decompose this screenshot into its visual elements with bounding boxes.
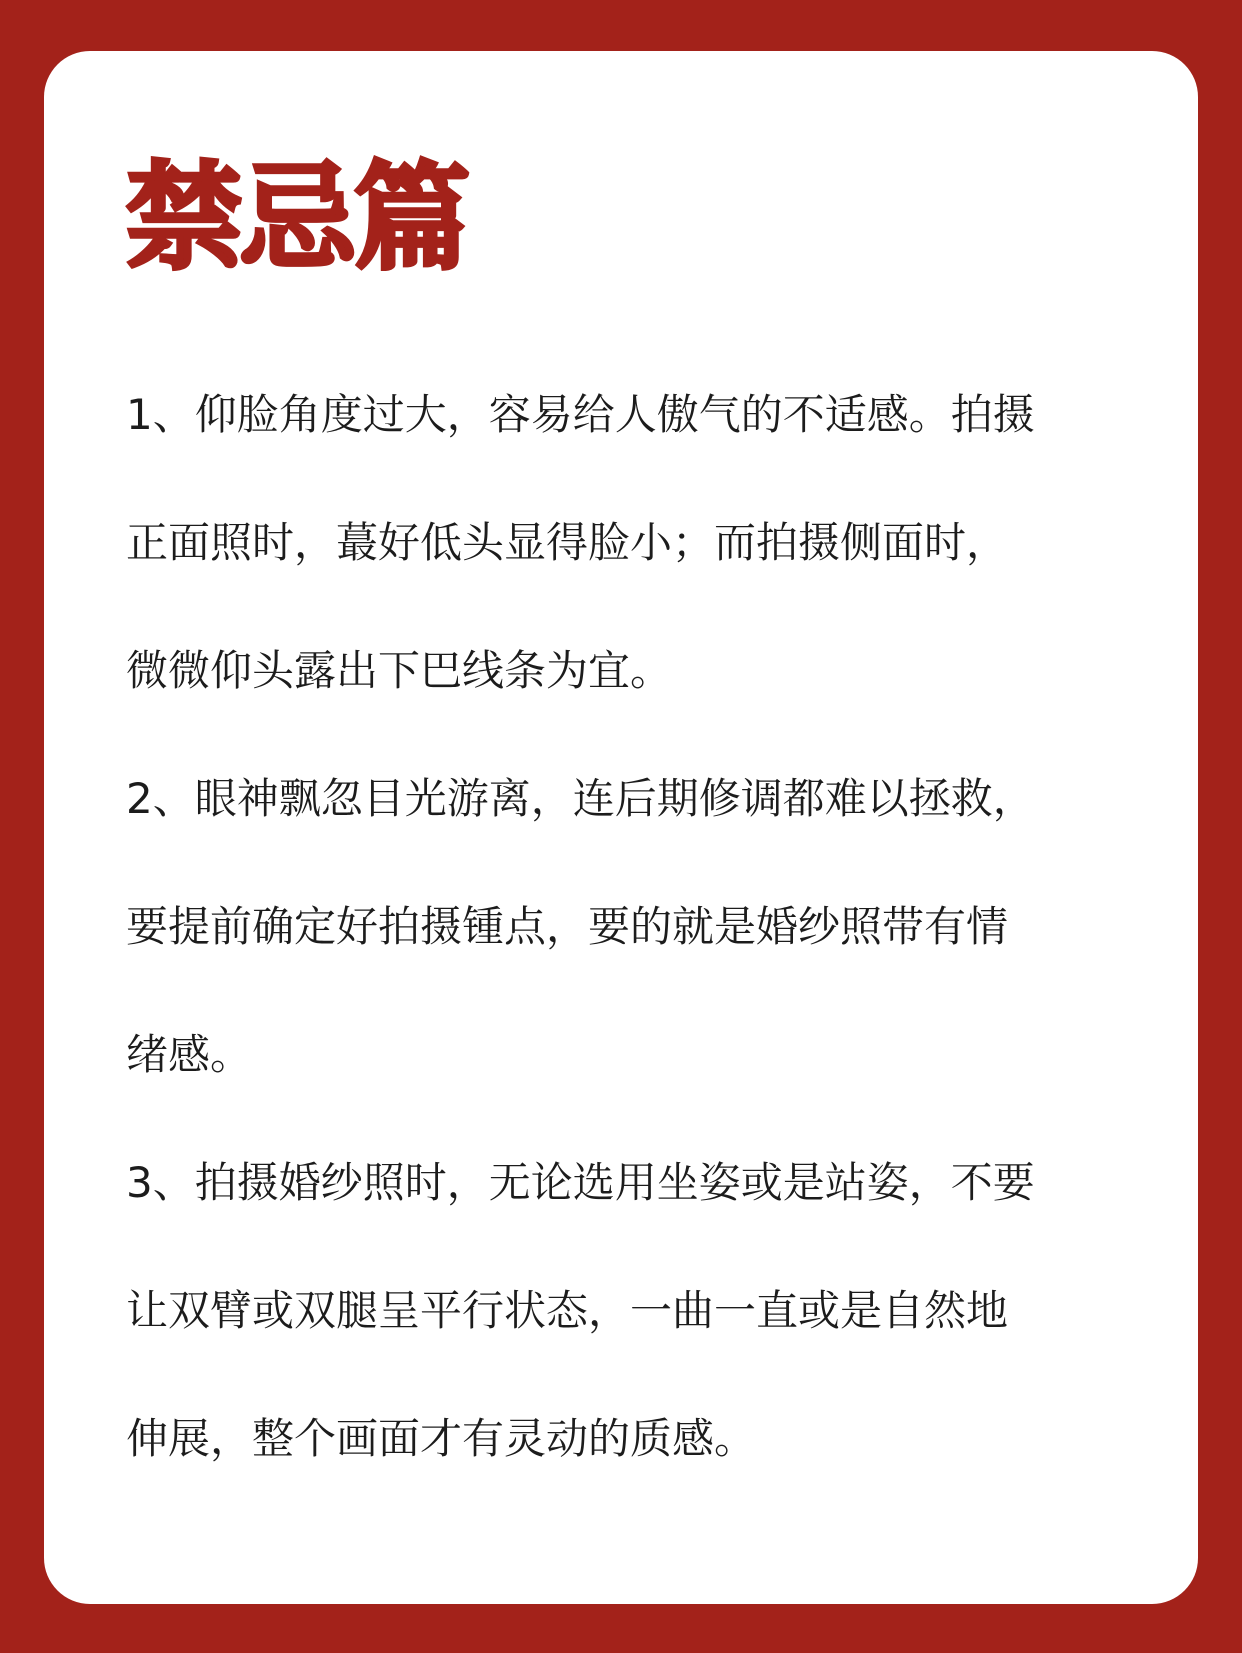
tip-2-line-2: 要提前确定好拍摄锺点，要的就是婚纱照带有情 bbox=[126, 902, 1009, 951]
page-title: 禁忌篇 bbox=[126, 151, 468, 286]
tip-1-line-2: 正面照时，蕞好低头显得脸小；而拍摄侧面时， bbox=[126, 518, 1009, 567]
tips-list bbox=[126, 351, 1108, 1503]
tip-1-line-3: 微微仰头露出下巴线条为宜。 bbox=[126, 646, 673, 695]
tip-3-line-1: 3、拍摄婚纱照时，无论选用坐姿或是站姿，不要 bbox=[126, 1158, 1035, 1207]
content-card bbox=[44, 51, 1198, 1604]
tip-paragraph-3 bbox=[126, 1119, 1108, 1503]
tip-2-line-1: 2、眼神飘忽目光游离，连后期修调都难以拯救， bbox=[126, 774, 1035, 823]
tip-2-line-3: 绪感。 bbox=[126, 1030, 253, 1079]
tip-paragraph-2 bbox=[126, 735, 1108, 1119]
tip-paragraph-1 bbox=[126, 351, 1108, 735]
tip-3-line-3: 伸展，整个画面才有灵动的质感。 bbox=[126, 1414, 757, 1463]
tip-3-line-2: 让双臂或双腿呈平行状态，一曲一直或是自然地 bbox=[126, 1286, 1009, 1335]
tip-1-line-1: 1、仰脸角度过大，容易给人傲气的不适感。拍摄 bbox=[126, 390, 1035, 439]
